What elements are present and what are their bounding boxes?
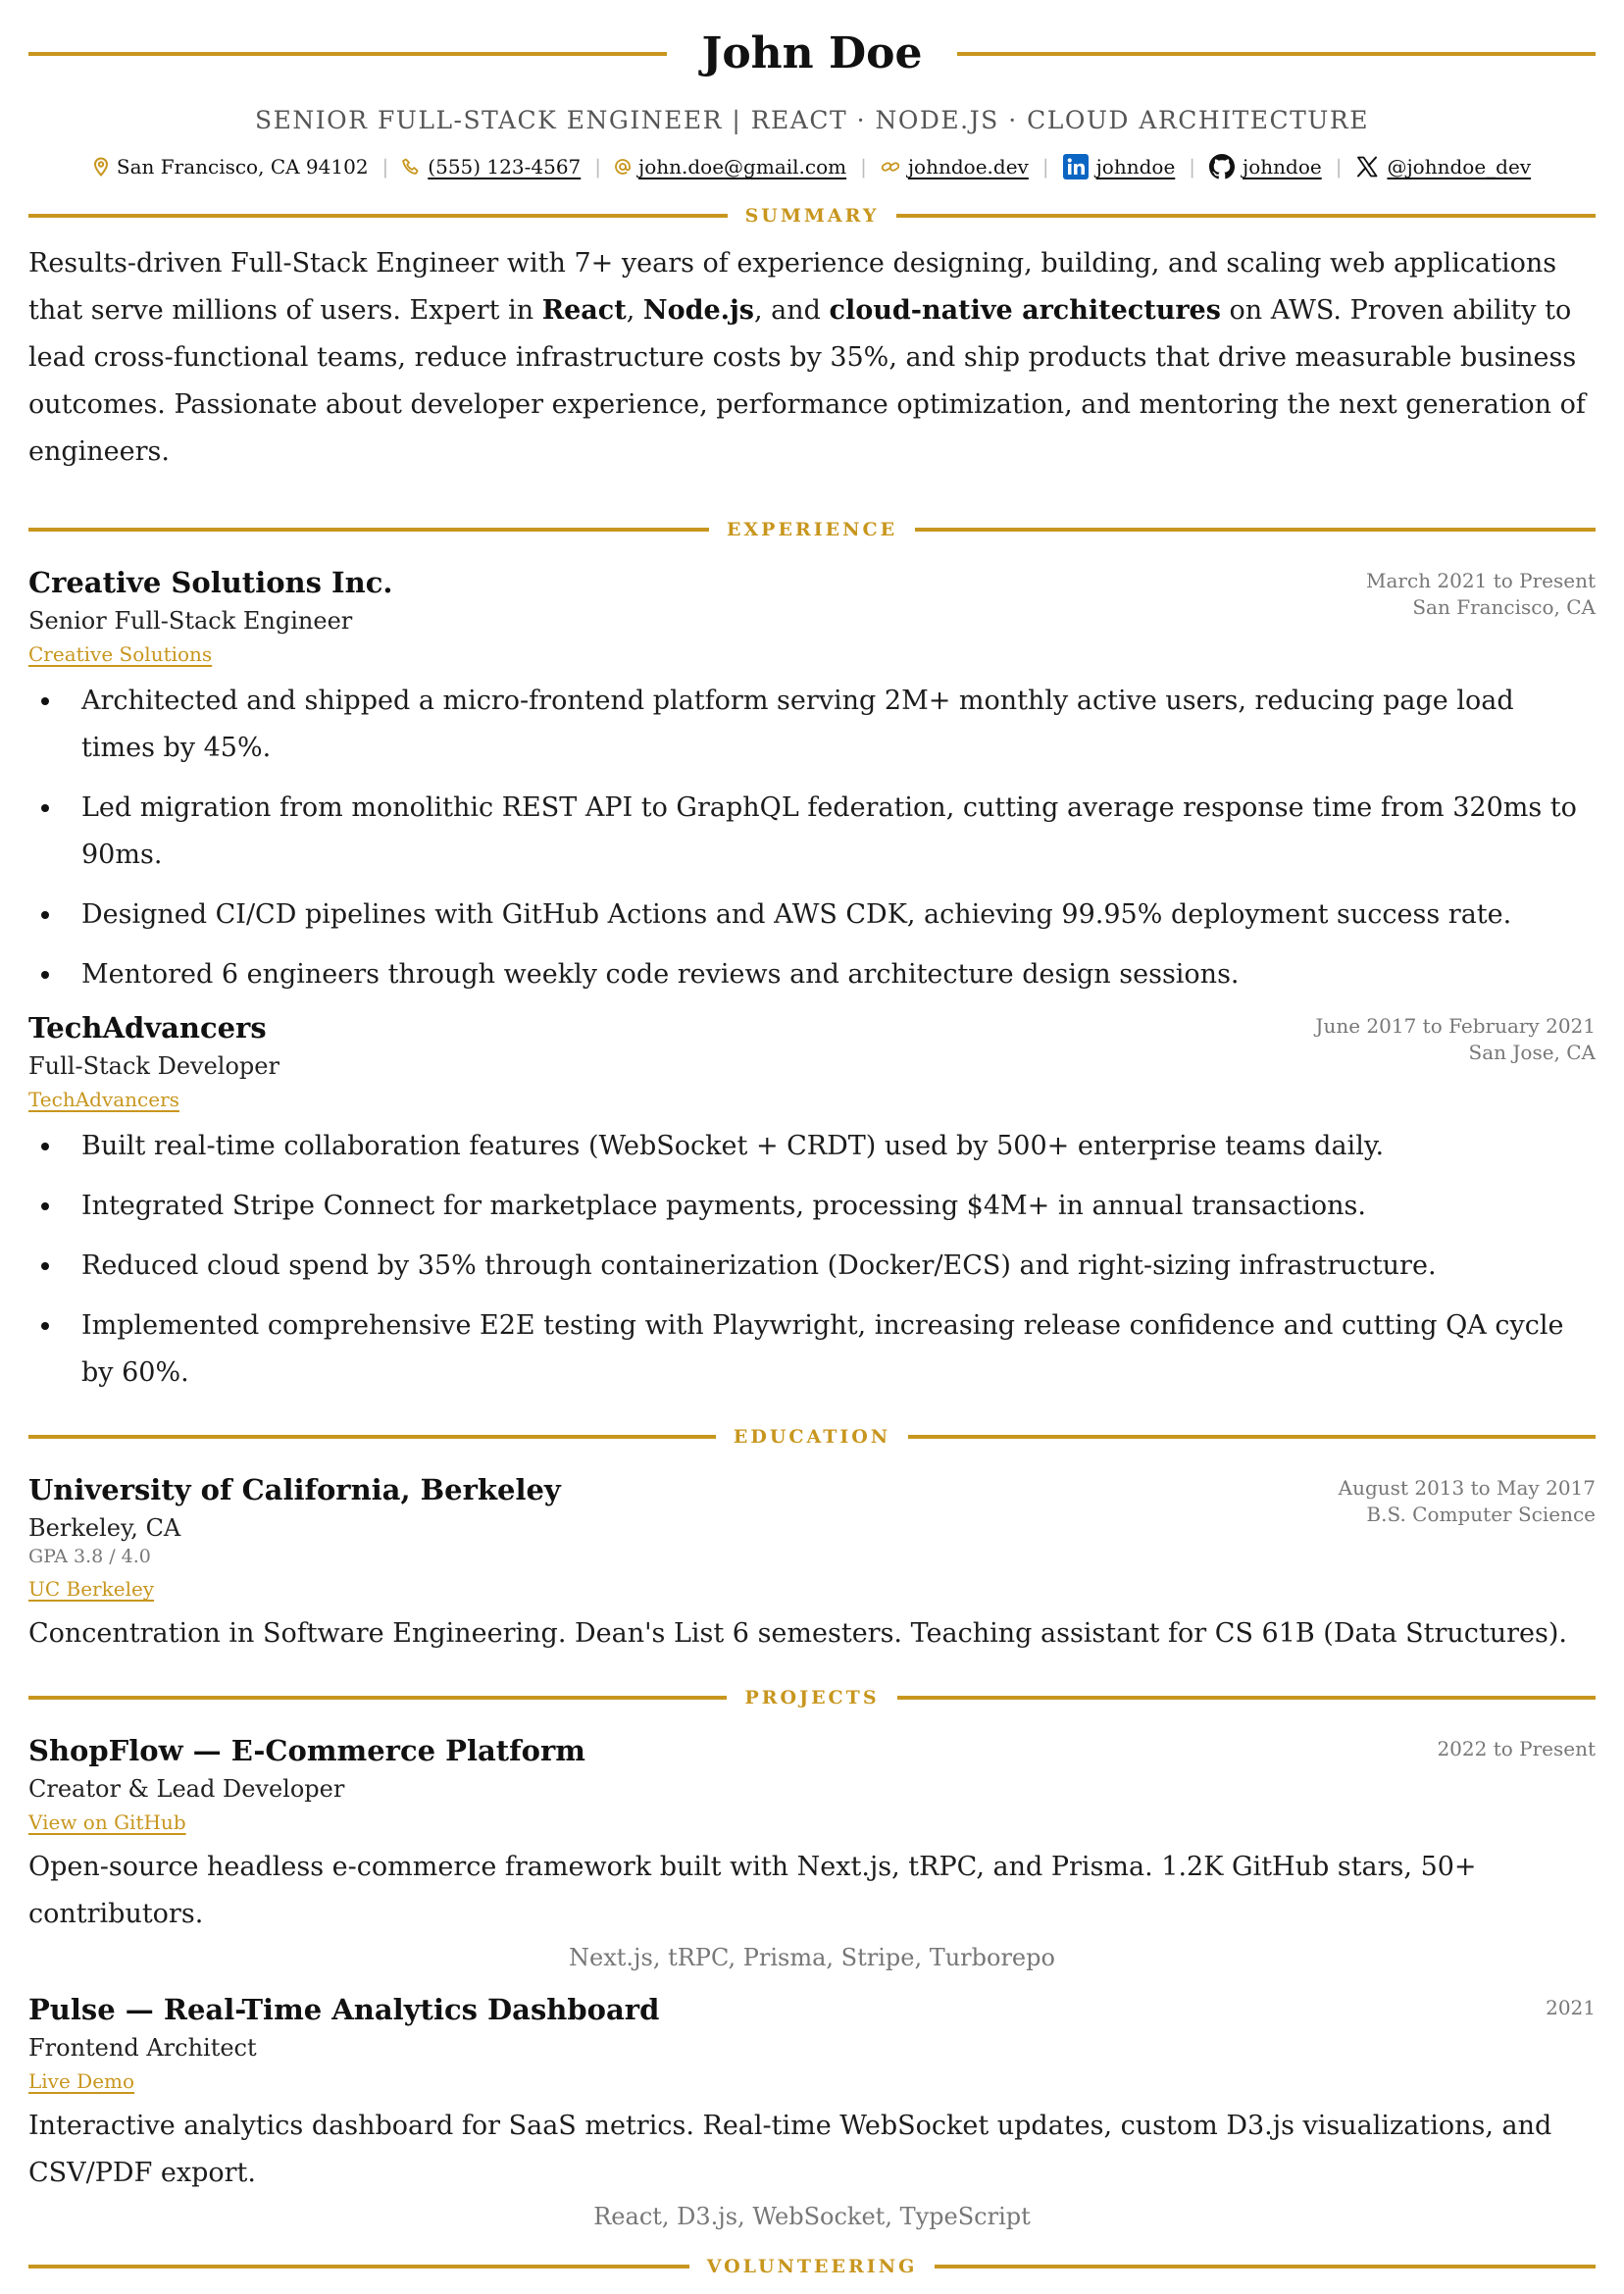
experience-role: Full-Stack Developer xyxy=(28,1052,279,1080)
section-rule xyxy=(28,1435,716,1439)
candidate-tagline: SENIOR FULL-STACK ENGINEER | REACT · NODE.JS · CLOUD ARCHITECTURE xyxy=(255,106,1369,134)
education-school: University of California, Berkeley xyxy=(28,1473,561,1506)
contact-website-link[interactable]: johndoe.dev xyxy=(907,155,1029,178)
x-icon xyxy=(1355,155,1379,178)
experience-link[interactable]: Creative Solutions xyxy=(28,642,213,666)
summary-text: , xyxy=(626,295,643,326)
contact-email-link[interactable]: john.doe@gmail.com xyxy=(638,155,847,178)
experience-company: Creative Solutions Inc. xyxy=(28,566,393,599)
experience-meta xyxy=(1366,568,1596,621)
link-icon xyxy=(881,159,900,175)
education-degree: B.S. Computer Science xyxy=(1366,1503,1596,1526)
project-entry xyxy=(28,1993,1596,2230)
project-entry xyxy=(28,1734,1596,1971)
contact-separator: | xyxy=(1335,155,1343,178)
contact-email[interactable] xyxy=(615,155,846,178)
github-icon xyxy=(1209,154,1235,179)
summary-bold-node: Node.js xyxy=(642,295,755,326)
section-rule xyxy=(28,528,709,532)
contact-separator: | xyxy=(381,155,389,178)
project-keywords: React, D3.js, WebSocket, TypeScript xyxy=(593,2203,1031,2230)
phone-icon xyxy=(402,158,420,176)
project-title: ShopFlow — E-Commerce Platform xyxy=(28,1734,585,1767)
project-description: Open-source headless e-commerce framework built with Next.js, tRPC, and Prisma. 1.2K GitHub stars, 50+ contributors. xyxy=(28,1852,1477,1929)
contact-linkedin[interactable] xyxy=(1063,154,1176,179)
section-label: EXPERIENCE xyxy=(726,519,898,540)
section-rule xyxy=(28,214,728,218)
summary-bold-cloud: cloud-native architectures xyxy=(829,295,1221,326)
project-description: Interactive analytics dashboard for SaaS metrics. Real-time WebSocket updates, custom D3.js visualizations, and CSV/PDF export. xyxy=(28,2111,1552,2188)
experience-meta xyxy=(1315,1013,1596,1066)
project-link[interactable]: Live Demo xyxy=(28,2069,135,2093)
contact-phone-link[interactable]: (555) 123-4567 xyxy=(428,155,582,178)
list-item: Built real-time collaboration features (WebSocket + CRDT) used by 500+ enterprise teams daily. xyxy=(81,1123,1596,1170)
experience-dates: June 2017 to February 2021 xyxy=(1315,1014,1596,1038)
experience-bullets xyxy=(28,678,1596,998)
header-rule-left xyxy=(28,52,667,56)
linkedin-icon xyxy=(1063,154,1089,179)
section-rule xyxy=(28,1696,727,1700)
candidate-name: John Doe xyxy=(701,28,923,78)
project-link[interactable]: View on GitHub xyxy=(28,1810,186,1834)
section-rule xyxy=(897,1696,1596,1700)
location-pin-icon xyxy=(93,157,109,177)
project-meta xyxy=(1437,1736,1596,1762)
contact-separator: | xyxy=(1041,155,1049,178)
summary-text: Results-driven Full-Stack Engineer with 7+ years of experience designing, building, and scaling web applications that serve millions of users. Expert in xyxy=(28,248,1557,326)
section-label: SUMMARY xyxy=(744,205,880,227)
section-label: PROJECTS xyxy=(744,1687,880,1708)
contact-location-text: San Francisco, CA 94102 xyxy=(116,155,369,178)
project-role: Creator & Lead Developer xyxy=(28,1775,345,1803)
contact-github-link[interactable]: johndoe xyxy=(1243,155,1322,178)
experience-bullets xyxy=(28,1123,1596,1397)
summary-paragraph xyxy=(28,240,1596,476)
education-dates: August 2013 to May 2017 xyxy=(1338,1476,1596,1500)
contact-separator: | xyxy=(1189,155,1196,178)
header-rule-right xyxy=(957,52,1596,56)
education-location: Berkeley, CA xyxy=(28,1514,181,1542)
experience-entry xyxy=(28,566,1596,998)
education-gpa: GPA 3.8 / 4.0 xyxy=(28,1546,151,1567)
education-description: Concentration in Software Engineering. Dean's List 6 semesters. Teaching assistant for CS 61B (Data Structures). xyxy=(28,1618,1567,1649)
contact-phone[interactable] xyxy=(402,155,581,178)
experience-location: San Francisco, CA xyxy=(1412,595,1596,619)
project-dates: 2022 to Present xyxy=(1437,1737,1596,1760)
section-label: VOLUNTEERING xyxy=(706,2256,918,2277)
section-rule xyxy=(28,2265,689,2269)
project-role: Frontend Architect xyxy=(28,2034,257,2062)
experience-location: San Jose, CA xyxy=(1468,1041,1596,1064)
contact-bar xyxy=(28,154,1596,179)
section-heading-experience xyxy=(28,519,1596,540)
experience-company: TechAdvancers xyxy=(28,1011,267,1045)
section-rule xyxy=(935,2265,1596,2269)
contact-website[interactable] xyxy=(881,155,1029,178)
section-heading-education xyxy=(28,1426,1596,1448)
section-rule xyxy=(915,528,1596,532)
summary-text: , and xyxy=(754,295,830,326)
contact-x[interactable] xyxy=(1355,155,1531,178)
contact-github[interactable] xyxy=(1209,154,1322,179)
list-item: Architected and shipped a micro-frontend platform serving 2M+ monthly active users, reducing page load times by 45%. xyxy=(81,678,1596,772)
project-dates: 2021 xyxy=(1546,1996,1596,2019)
summary-text: on AWS. Proven ability to lead cross-functional teams, reduce infrastructure costs by 35%, and ship products that drive measurable business outcomes. Passionate about developer experience, performance optimization, and mentoring the next generation of engineers. xyxy=(28,295,1586,467)
contact-linkedin-link[interactable]: johndoe xyxy=(1095,155,1176,178)
summary-bold-react: React xyxy=(541,295,627,326)
project-keywords: Next.js, tRPC, Prisma, Stripe, Turborepo xyxy=(569,1944,1055,1971)
education-link[interactable]: UC Berkeley xyxy=(28,1577,155,1601)
project-title: Pulse — Real-Time Analytics Dashboard xyxy=(28,1993,660,2026)
contact-x-link[interactable]: @johndoe_dev xyxy=(1387,155,1532,178)
section-heading-volunteering xyxy=(28,2256,1596,2277)
contact-location xyxy=(93,155,369,178)
header-name-row xyxy=(28,0,1596,108)
experience-entry xyxy=(28,1011,1596,1397)
list-item: Implemented comprehensive E2E testing with Playwright, increasing release confidence and cutting QA cycle by 60%. xyxy=(81,1302,1596,1397)
contact-separator: | xyxy=(594,155,602,178)
education-meta xyxy=(1339,1475,1596,1528)
section-heading-summary xyxy=(28,205,1596,227)
experience-dates: March 2021 to Present xyxy=(1366,569,1596,592)
list-item: Mentored 6 engineers through weekly code reviews and architecture design sessions. xyxy=(81,951,1596,998)
contact-separator: | xyxy=(860,155,867,178)
section-rule xyxy=(896,214,1596,218)
list-item: Designed CI/CD pipelines with GitHub Actions and AWS CDK, achieving 99.95% deployment success rate. xyxy=(81,892,1596,939)
at-icon xyxy=(615,159,631,175)
experience-role: Senior Full-Stack Engineer xyxy=(28,607,353,635)
section-heading-projects xyxy=(28,1687,1596,1708)
section-rule xyxy=(908,1435,1596,1439)
education-entry xyxy=(28,1473,1596,1657)
list-item: Led migration from monolithic REST API to GraphQL federation, cutting average response time from 320ms to 90ms. xyxy=(81,785,1596,879)
list-item: Integrated Stripe Connect for marketplace payments, processing $4M+ in annual transactions. xyxy=(81,1183,1596,1230)
list-item: Reduced cloud spend by 35% through containerization (Docker/ECS) and right-sizing infrastructure. xyxy=(81,1243,1596,1290)
section-label: EDUCATION xyxy=(733,1426,891,1448)
project-meta xyxy=(1546,1995,1596,2021)
experience-link[interactable]: TechAdvancers xyxy=(28,1088,179,1111)
